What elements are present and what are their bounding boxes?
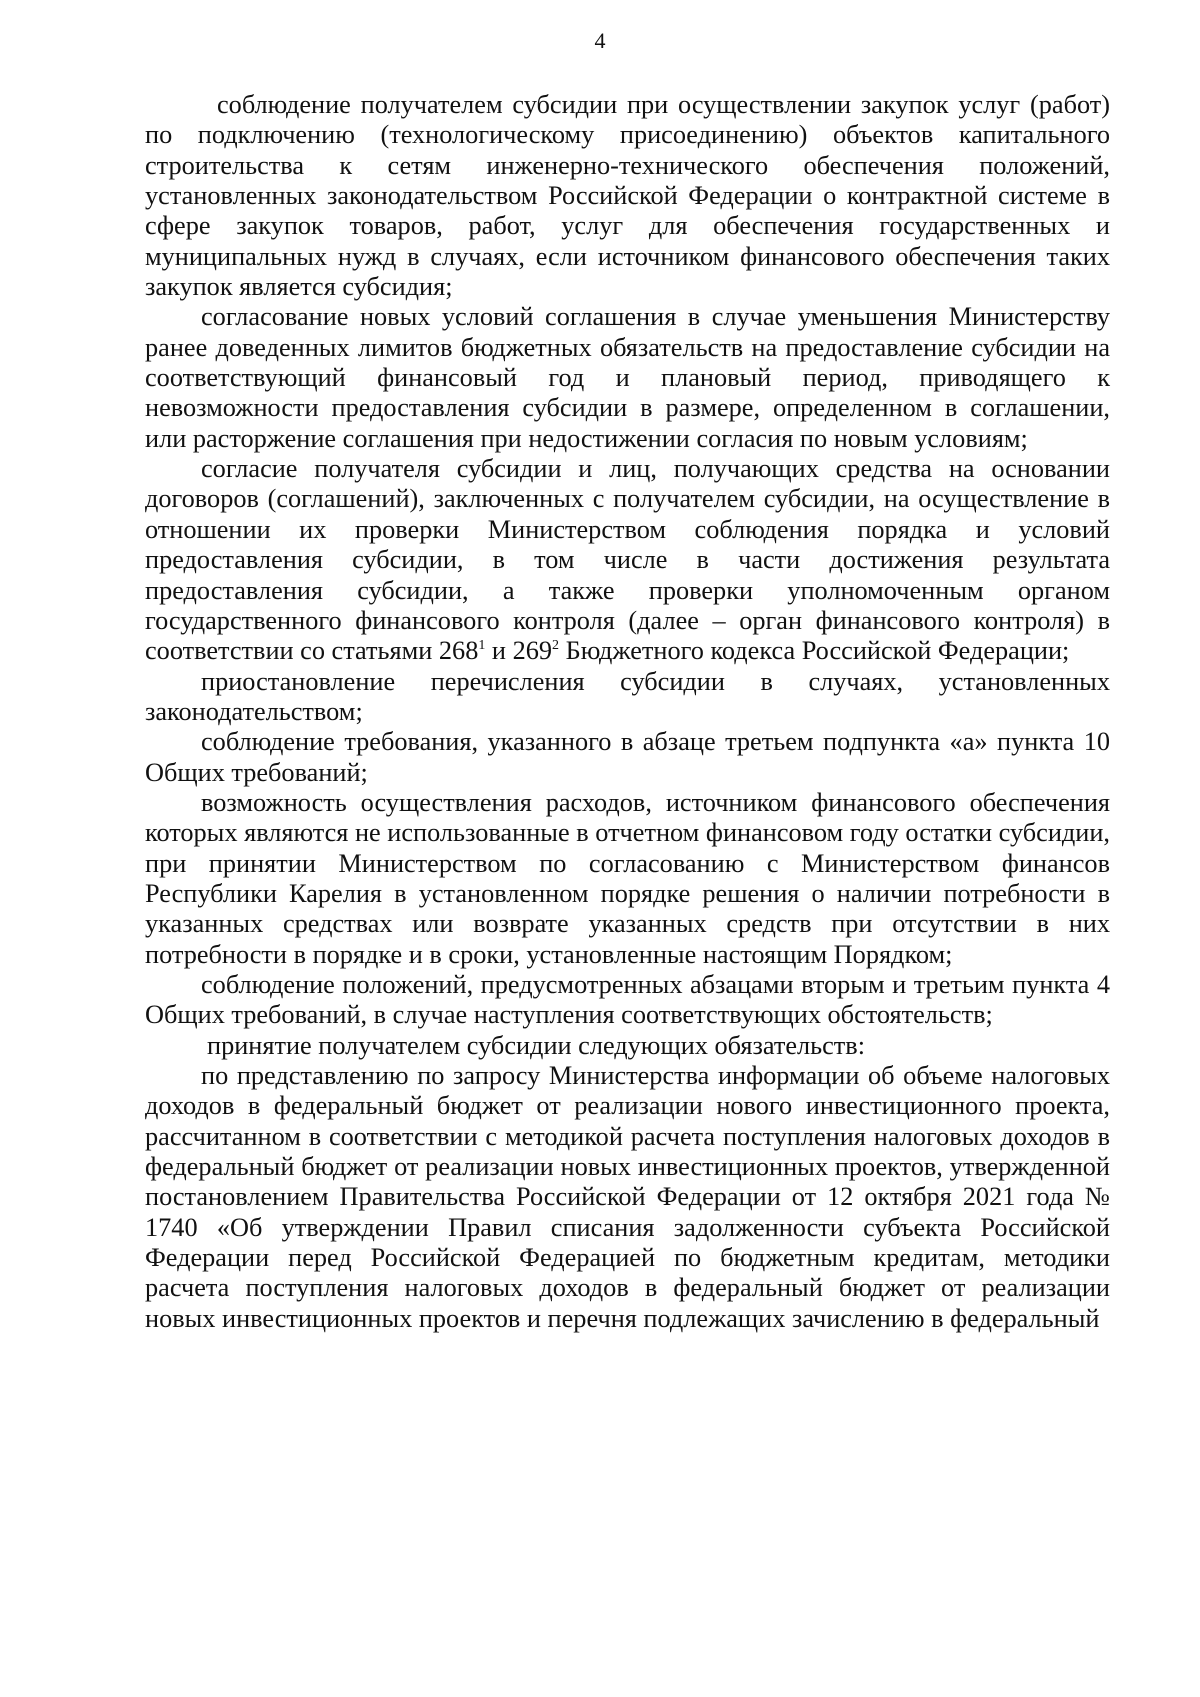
paragraph-transfer-suspension: приостановление перечисления субсидии в случаях, установленных законодательством; (145, 666, 1110, 726)
paragraph-tax-revenue-info: по представлению по запросу Министерства информации об объеме налоговых доходов в федеральный бюджет от реализации нового инвестиционного проекта, рассчитанном в соответствии с методикой расчета поступления налоговых доходов в федеральный бюджет от реализации новых инвестиционных проектов, утвержденной постановлением Правительства Российской Федерации от 12 октября 2021 года № 1740 «Об утверждении Правил списания задолженности субъекта Российской Федерации перед Российской Федерацией по бюджетным кредитам, методики расчета поступления налоговых доходов в федеральный бюджет от реализации новых инвестиционных проектов и перечня подлежащих зачислению в федеральный (145, 1061, 1110, 1333)
paragraph-requirement-compliance: соблюдение требования, указанного в абзаце третьем подпункта «а» пункта 10 Общих требований; (145, 727, 1110, 787)
document-body (145, 90, 1110, 1334)
paragraph-general-requirements: соблюдение положений, предусмотренных абзацами вторым и третьим пункта 4 Общих требований, в случае наступления соответствующих обстоятельств; (145, 969, 1110, 1030)
paragraph-inspection-consent (145, 454, 1110, 666)
paragraph-inspection-consent-end: Бюджетного кодекса Российской Федерации; (559, 636, 1070, 666)
paragraph-procurement-compliance: соблюдение получателем субсидии при осуществлении закупок услуг (работ) по подключению (технологическому присоединению) объектов капитального строительства к сетям инженерно-технического обеспечения положений, установленных законодательством Российской Федерации о контрактной системе в сфере закупок товаров, работ, услуг для обеспечения государственных и муниципальных нужд в случаях, если источником финансового обеспечения таких закупок является субсидия; (145, 90, 1110, 302)
paragraph-unused-balances: возможность осуществления расходов, источником финансового обеспечения которых являются не использованные в отчетном финансовом году остатки субсидии, при принятии Министерством по согласованию с Министерством финансов Республики Карелия в установленном порядке решения о наличии потребности в указанных средствах или возврате указанных средств при отсутствии в них потребности в порядке и в сроки, установленные настоящим Порядком; (145, 787, 1110, 969)
paragraph-agreement-conditions: согласование новых условий соглашения в случае уменьшения Министерству ранее доведенных лимитов бюджетных обязательств на предоставление субсидии на соответствующий финансовый год и плановый период, приводящего к невозможности предоставления субсидии в размере, определенном в соглашении, или расторжение соглашения при недостижении согласия по новым условиям; (145, 302, 1110, 453)
superscript-article-269: 2 (552, 638, 560, 654)
superscript-article-268: 1 (478, 638, 486, 654)
paragraph-inspection-consent-mid: и 269 (485, 636, 553, 666)
paragraph-obligations-intro: принятие получателем субсидии следующих обязательств: (207, 1030, 866, 1060)
page-number: 4 (594, 28, 606, 53)
paragraph-inspection-consent-text: согласие получателя субсидии и лиц, получающих средства на основании договоров (соглашений), заключенных с получателем субсидии, на осуществление в отношении их проверки Министерством соблюдения порядка и условий предоставления субсидии, в том числе в части достижения результата предоставления субсидии, а также проверки уполномоченным органом государственного финансового контроля (далее – орган финансового контроля) в соответствии со статьями 268 (145, 454, 1110, 666)
